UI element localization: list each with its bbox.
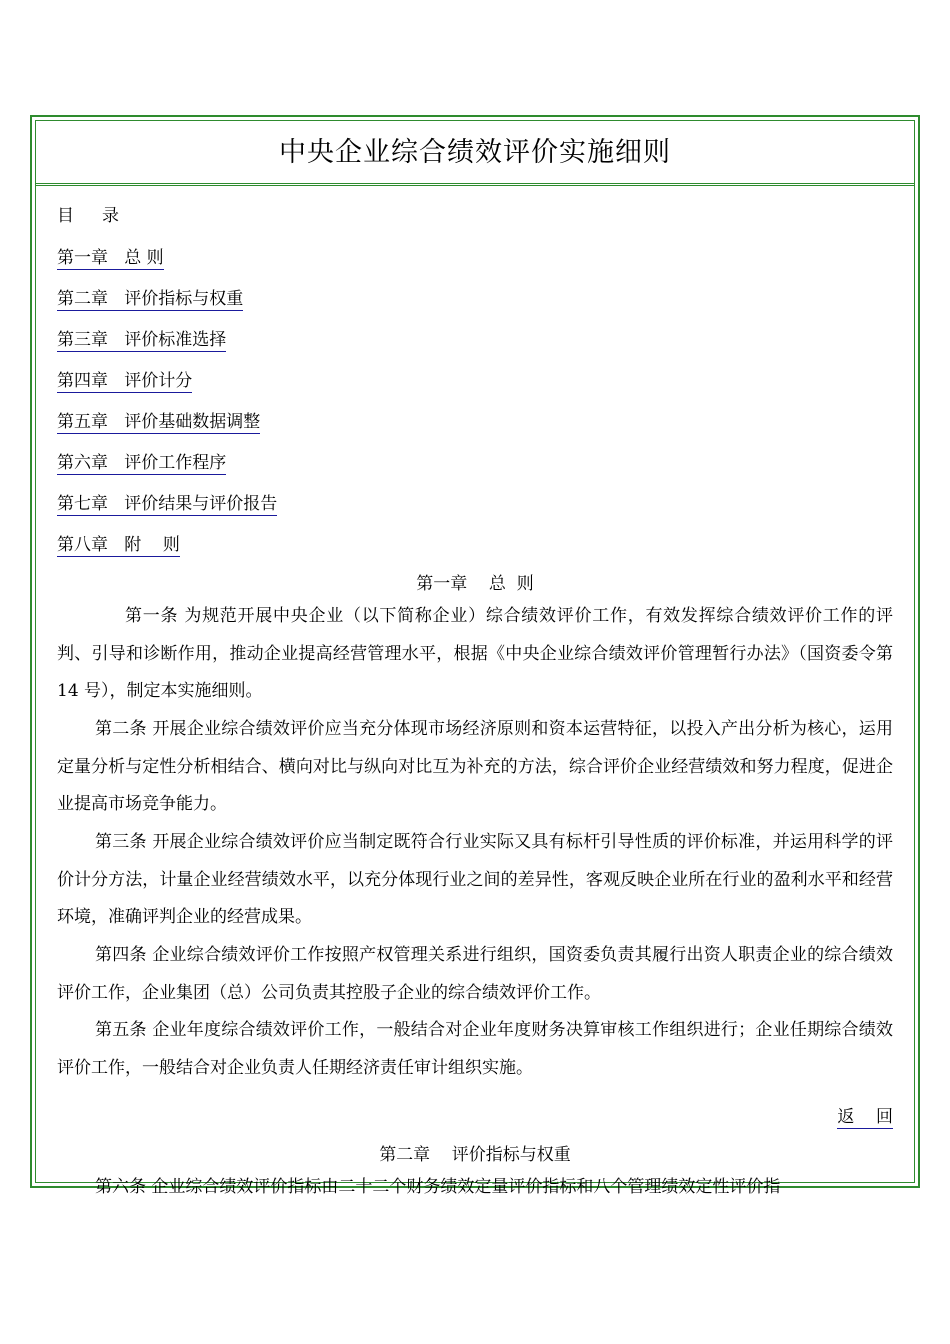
document-title: 中央企业综合绩效评价实施细则 xyxy=(279,137,671,168)
document-frame xyxy=(30,115,920,1197)
article-2: 第二条 开展企业综合绩效评价应当充分体现市场经济原则和资本运营特征，以投入产出分析为核心，运用定量分析与定性分析相结合、横向对比与纵向对比互为补充的方法，综合评价企业经营绩效和努力程度，促进企业提高市场竞争能力。 xyxy=(57,719,893,814)
chapter-2-heading: 第二章 评价指标与权重 xyxy=(379,1145,571,1165)
toc-link-chapter-3[interactable]: 第三章 评价标准选择 xyxy=(57,325,226,352)
toc-link-chapter-6[interactable]: 第六章 评价工作程序 xyxy=(57,448,226,475)
article-6: 第六条 企业综合绩效评价指标由二十二个财务绩效定量评价指标和八个管理绩效定性评价指 xyxy=(95,1177,781,1197)
toc-link-chapter-2[interactable]: 第二章 评价指标与权重 xyxy=(57,284,243,311)
article-5: 第五条 企业年度综合绩效评价工作，一般结合对企业年度财务决算审核工作组织进行；企业任期综合绩效评价工作，一般结合对企业负责人任期经济责任审计组织实施。 xyxy=(57,1020,893,1078)
document-inner-frame xyxy=(35,120,915,1197)
toc-heading-part2: 录 xyxy=(102,206,119,226)
article-1: 第一条 为规范开展中央企业（以下简称企业）综合绩效评价工作，有效发挥综合绩效评价工作的评判、引导和诊断作用，推动企业提高经营管理水平，根据《中央企业综合绩效评价管理暂行办法》（国资委令第 14 号），制定本实施细则。 xyxy=(57,606,893,701)
title-box xyxy=(36,121,914,186)
toc-heading xyxy=(57,201,119,226)
article-3: 第三条 开展企业综合绩效评价应当制定既符合行业实际又具有标杆引导性质的评价标准，并运用科学的评价计分方法，计量企业经营绩效水平，以充分体现行业之间的差异性，客观反映企业所在行业的盈利水平和经营环境，准确评判企业的经营成果。 xyxy=(57,832,893,927)
back-link[interactable]: 返 回 xyxy=(837,1102,893,1129)
article-4: 第四条 企业综合绩效评价工作按照产权管理关系进行组织，国资委负责其履行出资人职责企业的综合绩效评价工作，企业集团（总）公司负责其控股子企业的综合绩效评价工作。 xyxy=(57,945,893,1003)
toc-heading-part1: 目 xyxy=(57,206,74,226)
chapter-1-heading: 第一章 总 则 xyxy=(416,574,534,594)
toc-link-chapter-8[interactable]: 第八章 附 则 xyxy=(57,530,180,557)
toc-link-chapter-5[interactable]: 第五章 评价基础数据调整 xyxy=(57,407,260,434)
toc-link-chapter-1[interactable]: 第一章 总 则 xyxy=(57,243,164,270)
toc-link-chapter-4[interactable]: 第四章 评价计分 xyxy=(57,366,192,393)
toc-link-chapter-7[interactable]: 第七章 评价结果与评价报告 xyxy=(57,489,277,516)
